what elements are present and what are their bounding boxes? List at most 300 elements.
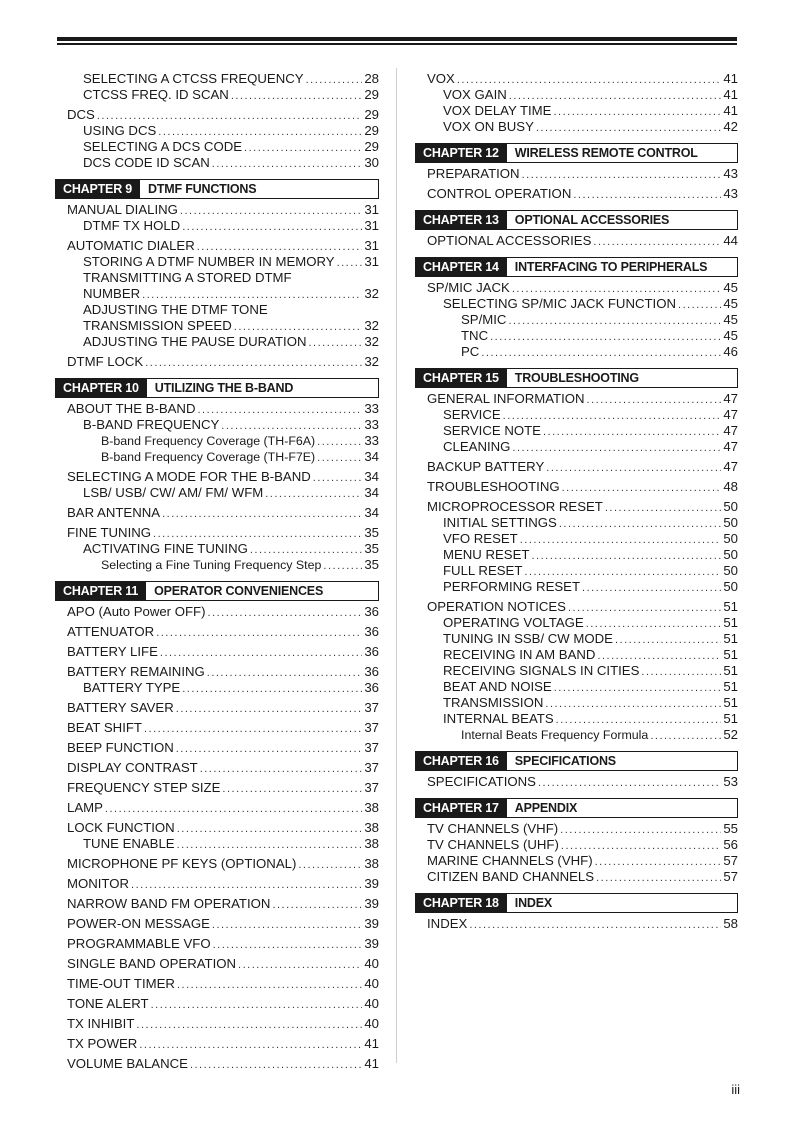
toc-entry[interactable] [415,916,738,932]
dot-leader [678,297,721,313]
toc-entry-label: DCS [67,107,95,122]
toc-entry[interactable] [55,820,379,836]
chapter-title: APPENDIX [514,801,578,815]
toc-entry-label: FINE TUNING [67,525,152,540]
toc-entry-page: 28 [364,71,379,86]
dot-leader [182,219,362,235]
toc-entry-page: 51 [723,695,738,710]
toc-entry[interactable] [415,647,738,663]
toc-entry-page: 38 [364,800,379,815]
dot-leader [512,281,722,297]
toc-entry-label: MONITOR [67,876,130,891]
toc-entry [55,270,379,286]
toc-entry-label: OPERATION NOTICES [427,599,566,614]
toc-entry-page: 34 [364,485,379,500]
chapter-number: CHAPTER 11 [56,582,146,600]
toc-entry[interactable] [55,87,379,103]
toc-entry-label: SERVICE [443,407,501,422]
toc-entry[interactable] [55,139,379,155]
chapter-title: OPERATOR CONVENIENCES [154,584,324,598]
dot-leader [197,239,363,255]
toc-entry[interactable] [415,547,738,563]
dot-leader [308,335,362,351]
toc-entry[interactable] [415,695,738,711]
toc-entry-label: MICROPROCESSOR RESET [427,499,603,514]
toc-entry-label: SELECTING A CTCSS FREQUENCY [83,71,304,86]
toc-entry[interactable] [415,71,738,87]
toc-entry[interactable] [55,936,379,952]
toc-entry-label: LOCK FUNCTION [67,820,175,835]
toc-entry-label: VOX GAIN [443,87,507,102]
toc-entry-label: B-BAND FREQUENCY [83,417,220,432]
toc-entry-page: 39 [364,936,379,951]
toc-entry-page: 35 [364,557,379,572]
toc-entry-label: VOX DELAY TIME [443,103,552,118]
dot-leader [573,187,721,203]
toc-entry[interactable] [415,821,738,837]
toc-entry[interactable] [415,87,738,103]
toc-entry-page: 31 [364,202,379,217]
toc-entry[interactable] [415,853,738,869]
dot-leader [298,857,362,873]
toc-entry-label: GENERAL INFORMATION [427,391,585,406]
toc-entry-label: DTMF LOCK [67,354,144,369]
toc-entry[interactable] [415,869,738,885]
toc-entry[interactable] [55,469,379,485]
dot-leader [561,838,721,854]
toc-entry[interactable] [415,515,738,531]
dot-leader [520,532,722,548]
toc-entry-label: POWER-ON MESSAGE [67,916,210,931]
chapter-heading [415,210,738,230]
toc-entry-page: 37 [364,760,379,775]
toc-entry[interactable] [55,836,379,852]
toc-entry-label: TRANSMITTING A STORED DTMF [83,270,292,285]
toc-entry-page: 41 [364,1036,379,1051]
toc-entry-page: 53 [723,774,738,789]
toc-entry-page: 38 [364,856,379,871]
toc-entry[interactable] [55,238,379,254]
toc-entry-page: 42 [723,119,738,134]
dot-leader [524,564,721,580]
dot-leader [144,721,362,737]
dot-leader [244,140,362,156]
chapter-heading [55,378,379,398]
toc-entry-label: AUTOMATIC DIALER [67,238,195,253]
chapter-heading [55,581,379,601]
toc-entry-label: B-band Frequency Coverage (TH-F6A) [101,434,316,448]
toc-entry[interactable] [415,296,738,312]
toc-entry-page: 39 [364,916,379,931]
toc-entry-page: 36 [364,680,379,695]
dot-leader [568,600,721,616]
toc-entry-label: NARROW BAND FM OPERATION [67,896,271,911]
toc-entry-label: CTCSS FREQ. ID SCAN [83,87,229,102]
toc-entry[interactable] [415,344,738,360]
toc-entry[interactable] [55,505,379,521]
toc-entry-page: 29 [364,87,379,102]
toc-entry-label: ATTENUATOR [67,624,155,639]
toc-entry[interactable] [415,423,738,439]
toc-entry[interactable] [55,1036,379,1052]
toc-entry-page: 51 [723,711,738,726]
toc-entry[interactable] [55,604,379,620]
toc-entry[interactable] [415,328,738,344]
dot-leader [105,801,362,817]
toc-entry-label: BAR ANTENNA [67,505,161,520]
toc-entry-label: B-band Frequency Coverage (TH-F7E) [101,450,316,464]
toc-entry-label: VOX ON BUSY [443,119,534,134]
toc-entry[interactable] [415,233,738,249]
toc-entry-page: 39 [364,896,379,911]
toc-entry-label: ADJUSTING THE DTMF TONE [83,302,268,317]
chapter-heading [415,143,738,163]
toc-entry[interactable] [55,557,379,573]
toc-entry-label: INDEX [427,916,468,931]
toc-entry-page: 45 [723,312,738,327]
chapter-title: OPTIONAL ACCESSORIES [514,213,670,227]
dot-leader [317,434,362,450]
dot-leader [160,645,362,661]
toc-entry-page: 51 [723,615,738,630]
toc-entry-page: 37 [364,720,379,735]
toc-entry[interactable] [55,740,379,756]
toc-entry[interactable] [55,1016,379,1032]
toc-entry[interactable] [415,599,738,615]
toc-entry-label: APO (Auto Power OFF) [67,604,206,619]
toc-entry-label: SP/MIC JACK [427,280,510,295]
dot-leader [207,665,363,681]
toc-entry[interactable] [55,541,379,557]
toc-entry-page: 34 [364,505,379,520]
toc-entry[interactable] [415,679,738,695]
toc-entry[interactable] [55,780,379,796]
toc-entry-page: 41 [364,1056,379,1071]
toc-entry[interactable] [55,525,379,541]
toc-entry-page: 32 [364,286,379,301]
toc-entry[interactable] [415,166,738,182]
toc-entry[interactable] [415,312,738,328]
toc-entry-label: VFO RESET [443,531,518,546]
toc-entry-page: 29 [364,139,379,154]
dot-leader [531,548,721,564]
toc-entry-label: TUNING IN SSB/ CW MODE [443,631,613,646]
dot-leader [139,1037,362,1053]
dot-leader [180,203,362,219]
toc-entry-label: ABOUT THE B-BAND [67,401,196,416]
toc-entry-page: 40 [364,956,379,971]
chapter-number: CHAPTER 13 [416,211,507,229]
dot-leader [593,234,721,250]
toc-entry-page: 40 [364,976,379,991]
toc-entry-page: 34 [364,469,379,484]
toc-entry-label: TX POWER [67,1036,138,1051]
toc-entry-label: Internal Beats Frequency Formula [461,728,649,742]
toc-entry[interactable] [55,202,379,218]
toc-entry-page: 43 [723,186,738,201]
dot-leader [158,124,362,140]
toc-entry-label: TRANSMISSION SPEED [83,318,232,333]
dot-leader [508,313,721,329]
dot-leader [265,486,362,502]
toc-entry-label: FREQUENCY STEP SIZE [67,780,221,795]
chapter-number: CHAPTER 18 [416,894,507,912]
toc-entry-label: STORING A DTMF NUMBER IN MEMORY [83,254,335,269]
toc-entry-page: 29 [364,123,379,138]
toc-entry[interactable] [55,449,379,465]
toc-entry-label: CLEANING [443,439,511,454]
toc-entry-page: 55 [723,821,738,836]
dot-leader [554,680,722,696]
toc-entry-label: MANUAL DIALING [67,202,178,217]
toc-entry-page: 38 [364,836,379,851]
toc-entry-page: 58 [723,916,738,931]
toc-entry-page: 33 [364,433,379,448]
dot-leader [176,701,363,717]
toc-entry-page: 51 [723,679,738,694]
dot-leader [457,72,721,88]
toc-entry[interactable] [415,579,738,595]
toc-entry[interactable] [415,531,738,547]
toc-entry[interactable] [415,407,738,423]
dot-leader [503,408,722,424]
toc-entry-page: 47 [723,439,738,454]
toc-entry-page: 50 [723,547,738,562]
toc-entry-label: NUMBER [83,286,141,301]
dot-leader [587,392,722,408]
dot-leader [222,781,362,797]
chapter-heading [415,798,738,818]
toc-entry[interactable] [415,499,738,515]
toc-entry-label: TV CHANNELS (UHF) [427,837,559,852]
chapter-number: CHAPTER 17 [416,799,507,817]
toc-entry[interactable] [415,663,738,679]
toc-entry-page: 44 [723,233,738,248]
toc-entry-label: BEEP FUNCTION [67,740,174,755]
toc-entry[interactable] [55,644,379,660]
toc-entry-page: 36 [364,644,379,659]
chapter-number: CHAPTER 10 [56,379,147,397]
dot-leader [177,821,363,837]
toc-entry[interactable] [55,720,379,736]
toc-entry[interactable] [415,280,738,296]
toc-left-column [55,71,379,1072]
toc-entry-page: 50 [723,563,738,578]
dot-leader [250,542,362,558]
dot-leader [153,526,362,542]
toc-entry[interactable] [55,956,379,972]
toc-entry[interactable] [415,837,738,853]
chapter-title: TROUBLESHOOTING [514,371,639,385]
toc-entry[interactable] [415,631,738,647]
toc-entry-page: 41 [723,103,738,118]
toc-entry-page: 47 [723,459,738,474]
dot-leader [582,580,721,596]
chapter-heading [415,893,738,913]
chapter-heading [415,751,738,771]
toc-entry-label: INTERNAL BEATS [443,711,554,726]
header-rule-thin [57,43,737,45]
toc-entry[interactable] [55,155,379,171]
toc-entry[interactable] [55,1056,379,1072]
dot-leader [176,741,363,757]
toc-entry[interactable] [55,417,379,433]
dot-leader [213,937,363,953]
toc-right-column [415,71,738,932]
toc-entry-page: 52 [723,727,738,742]
toc-entry-page: 31 [364,254,379,269]
toc-entry-page: 31 [364,218,379,233]
toc-entry[interactable] [55,401,379,417]
dot-leader [97,108,362,124]
chapter-title: UTILIZING THE B-BAND [154,381,294,395]
toc-entry[interactable] [55,664,379,680]
toc-entry-page: 32 [364,334,379,349]
toc-entry-label: SPECIFICATIONS [427,774,536,789]
toc-entry-label: USING DCS [83,123,157,138]
toc-entry-page: 41 [723,71,738,86]
dot-leader [142,287,362,303]
toc-entry-page: 51 [723,631,738,646]
toc-entry-label: BATTERY SAVER [67,700,174,715]
toc-entry[interactable] [55,433,379,449]
toc-entry-label: SELECTING A MODE FOR THE B-BAND [67,469,311,484]
dot-leader [177,977,362,993]
toc-entry-label: TIME-OUT TIMER [67,976,175,991]
toc-entry[interactable] [415,727,738,743]
toc-entry[interactable] [55,800,379,816]
toc-entry[interactable] [55,123,379,139]
toc-entry-page: 46 [723,344,738,359]
chapter-number: CHAPTER 15 [416,369,507,387]
toc-entry[interactable] [55,876,379,892]
dot-leader [221,418,362,434]
dot-leader [522,167,722,183]
toc-entry-page: 56 [723,837,738,852]
toc-entry-page: 57 [723,869,738,884]
chapter-title: WIRELESS REMOTE CONTROL [514,146,698,160]
dot-leader [156,625,362,641]
toc-entry-page: 51 [723,663,738,678]
dot-leader [509,88,722,104]
toc-entry[interactable] [55,107,379,123]
toc-entry[interactable] [55,976,379,992]
chapter-heading [415,257,738,277]
dot-leader [553,104,721,120]
toc-entry[interactable] [55,996,379,1012]
toc-entry[interactable] [415,615,738,631]
toc-entry[interactable] [55,485,379,501]
dot-leader [337,255,363,271]
toc-entry-label: DISPLAY CONTRAST [67,760,198,775]
toc-entry-page: 51 [723,647,738,662]
toc-entry-label: SELECTING A DCS CODE [83,139,243,154]
toc-entry[interactable] [55,334,379,350]
toc-entry-label: BEAT AND NOISE [443,679,552,694]
toc-entry[interactable] [55,218,379,234]
toc-entry-label: PREPARATION [427,166,520,181]
toc-entry-page: 33 [364,417,379,432]
toc-entry-label: DTMF TX HOLD [83,218,181,233]
dot-leader [238,957,362,973]
dot-leader [615,632,721,648]
toc-entry-label: SP/MIC [461,312,507,327]
toc-entry-label: SINGLE BAND OPERATION [67,956,237,971]
toc-entry-page: 30 [364,155,379,170]
toc-entry[interactable] [55,916,379,932]
toc-entry[interactable] [55,286,379,302]
toc-entry-page: 57 [723,853,738,868]
toc-entry-label: SERVICE NOTE [443,423,541,438]
toc-entry-label: FULL RESET [443,563,523,578]
toc-entry[interactable] [55,856,379,872]
toc-entry[interactable] [55,71,379,87]
toc-entry[interactable] [55,896,379,912]
dot-leader [131,877,362,893]
toc-entry[interactable] [415,186,738,202]
toc-entry-page: 32 [364,318,379,333]
dot-leader [545,696,721,712]
toc-entry-label: BACKUP BATTERY [427,459,545,474]
toc-entry-label: MENU RESET [443,547,530,562]
toc-entry-label: ACTIVATING FINE TUNING [83,541,248,556]
toc-entry[interactable] [55,354,379,370]
chapter-title: DTMF FUNCTIONS [148,182,257,196]
toc-entry[interactable] [415,479,738,495]
toc-entry-label: TV CHANNELS (VHF) [427,821,559,836]
toc-entry-page: 39 [364,876,379,891]
toc-entry[interactable] [415,459,738,475]
toc-entry-page: 50 [723,499,738,514]
toc-entry-page: 45 [723,328,738,343]
toc-entry-page: 43 [723,166,738,181]
toc-entry[interactable] [415,119,738,135]
dot-leader [597,648,721,664]
toc-entry-label: SELECTING SP/MIC JACK FUNCTION [443,296,677,311]
toc-entry[interactable] [415,391,738,407]
toc-entry[interactable] [415,563,738,579]
toc-entry[interactable] [415,103,738,119]
toc-entry-label: CITIZEN BAND CHANNELS [427,869,595,884]
dot-leader [212,917,362,933]
dot-leader [481,345,721,361]
toc-entry[interactable] [415,774,738,790]
toc-entry-label: LAMP [67,800,103,815]
toc-entry-label: OPERATING VOLTAGE [443,615,584,630]
toc-entry-page: 40 [364,996,379,1011]
toc-entry[interactable] [55,318,379,334]
dot-leader [641,664,721,680]
toc-entry-label: INITIAL SETTINGS [443,515,557,530]
toc-entry-label: BATTERY TYPE [83,680,181,695]
toc-entry[interactable] [55,624,379,640]
toc-entry[interactable] [55,680,379,696]
dot-leader [605,500,721,516]
toc-entry-page: 37 [364,780,379,795]
dot-leader [559,516,722,532]
toc-entry[interactable] [55,700,379,716]
toc-entry-page: 29 [364,107,379,122]
toc-entry[interactable] [415,439,738,455]
toc-entry[interactable] [55,254,379,270]
toc-entry-page: 47 [723,407,738,422]
chapter-title: INDEX [514,896,552,910]
toc-entry[interactable] [55,760,379,776]
toc-entry[interactable] [415,711,738,727]
toc-entry-page: 38 [364,820,379,835]
toc-entry-page: 51 [723,599,738,614]
dot-leader [212,156,363,172]
